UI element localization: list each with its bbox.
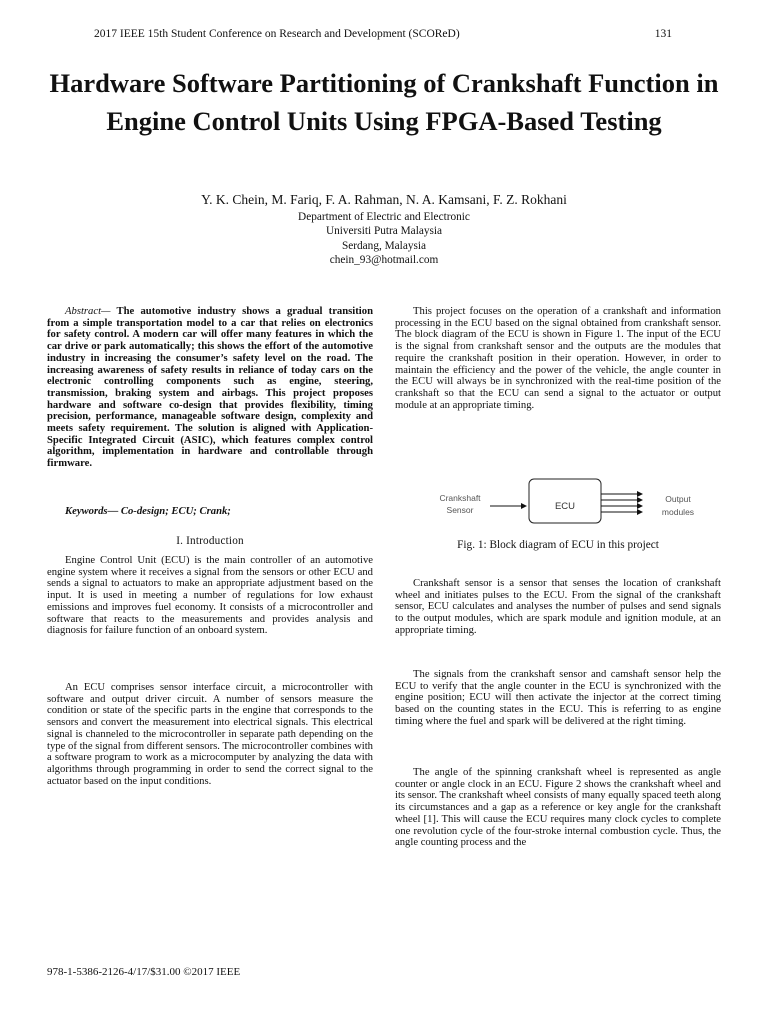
output-label-line1: Output [665, 494, 691, 504]
author-list: Y. K. Chein, M. Fariq, F. A. Rahman, N. A. Kamsani, F. Z. Rokhani [201, 192, 567, 207]
university: Universiti Putra Malaysia [325, 225, 443, 238]
copyright-footer: 978-1-5386-2126-4/17/$31.00 ©2017 IEEE [47, 966, 241, 978]
intro-paragraph: An ECU comprises sensor interface circuit, a microcontroller with software and output driver circuit. A number of sensors measure the condition or state of the specific parts in the engine that corresponds to the sensors and convert the measurement into electrical signals. This electrical signal is channeled to the microcontroller in separate path depending on the type of the signal from different sensors. The microcontroller combines with a software program to work as a microcomputer by analyzing the data with algorithms through programming in order to send the correct signal to the actuator based on the input conditions. [47, 682, 373, 787]
keywords-lead: Keywords— [65, 506, 119, 517]
section-heading: I. Introduction [176, 535, 244, 547]
paper-title: Hardware Software Partitioning of Crankshaft Function in Engine Control Units Using FPGA-Based Testing [49, 68, 719, 136]
location: Serdang, Malaysia [341, 239, 427, 252]
figure-caption: Fig. 1: Block diagram of ECU in this project [457, 539, 659, 551]
abstract-text: The automotive industry shows a gradual transition from a simple transportation model to a car that relies on electronics for safety control. A modern car will offer many features in which the car drive or park automatically; this shows the effort of the automotive industry in increasing the consumer’s safety level on the road. The increasing awareness of safety results in reliance of today cars on the electronic controlling components such as engine, steering, transmission, braking system and airbags. This project proposes hardware and software co-design that provides flexibility, timing precision, performance, manageable software design, complexity and meets safety requirement. The solution is aligned with Application-Specific Integrated Circuit (ASIC), which features complex control algorithm, implementation in hardware and controllable through firmware. [47, 306, 373, 470]
input-label-line2: Sensor [446, 505, 474, 515]
intro-paragraph: Engine Control Unit (ECU) is the main controller of an automotive engine system where it receives a signal from the sensors or other ECU and sends a signal to actuators to make an appropriate adjustment based on the input. It is used in meeting a number of regulations for low exhaust emissions and improves fuel economy. It consists of a microcontroller and software that reacts to the measurements and provides analysis and diagnosis for failure function of an onboard system. [47, 555, 373, 637]
email: chein_93@hotmail.com [329, 253, 439, 266]
department: Department of Electric and Electronic [298, 211, 470, 223]
output-label-line2: modules [661, 507, 695, 517]
affiliation-block [0, 210, 768, 267]
body-paragraph: This project focuses on the operation of a crankshaft and information processing in the ECU based on the signal obtained from crankshaft sensor. The block diagram of the ECU is shown in Figure 1. The input of the ECU is the signal from crankshaft sensor and the outputs are the modules that require the crankshaft position in their operation. However, in order to maintain the efficiency and the power of the vehicle, the angle counter in the ECU will always be in synchronized with the real-time position of the crankshaft so that the ECU can send a signal to the actuator or output module at an appropriate timing. [395, 306, 721, 411]
keywords-text: Co-design; ECU; Crank; [118, 506, 231, 517]
input-label-line1: Crankshaft [439, 493, 481, 503]
abstract-lead: Abstract— [65, 306, 111, 317]
body-paragraph: The angle of the spinning crankshaft wheel is represented as angle counter or angle clock in an ECU. Figure 2 shows the crankshaft wheel and its sensor. The crankshaft wheel consists of many equally spaced teeth along its circumstances and a gap as a reference or key angle for the crankshaft wheel [1]. This will cause the ECU requires many clock cycles to complete one revolution cycle of the four-stroke internal combustion cycle. Thus, the angle counting process and the [395, 767, 721, 849]
ecu-block-label: ECU [554, 501, 576, 512]
body-paragraph: Crankshaft sensor is a sensor that senses the location of crankshaft wheel and initiates pulses to the ECU. From the signal of the crankshaft sensor, ECU calculates and analyses the number of pulses and send signals to the output modules, which are spark module and ignition module, at an appropriate timing. [395, 578, 721, 636]
abstract [47, 306, 373, 470]
keywords [47, 506, 373, 518]
conference-header: 2017 IEEE 15th Student Conference on Research and Development (SCOReD) [94, 28, 460, 40]
ecu-block-diagram [430, 476, 730, 526]
body-paragraph: The signals from the crankshaft sensor and camshaft sensor help the ECU to verify that the angle counter in the ECU is synchronized with the engine position; ECU will then activate the injector at the correct timing based on the counting states in the ECU. This is referring to as engine timing where the fuel and spark will be delivered at the right timing. [395, 669, 721, 727]
page-number: 131 [654, 28, 672, 40]
